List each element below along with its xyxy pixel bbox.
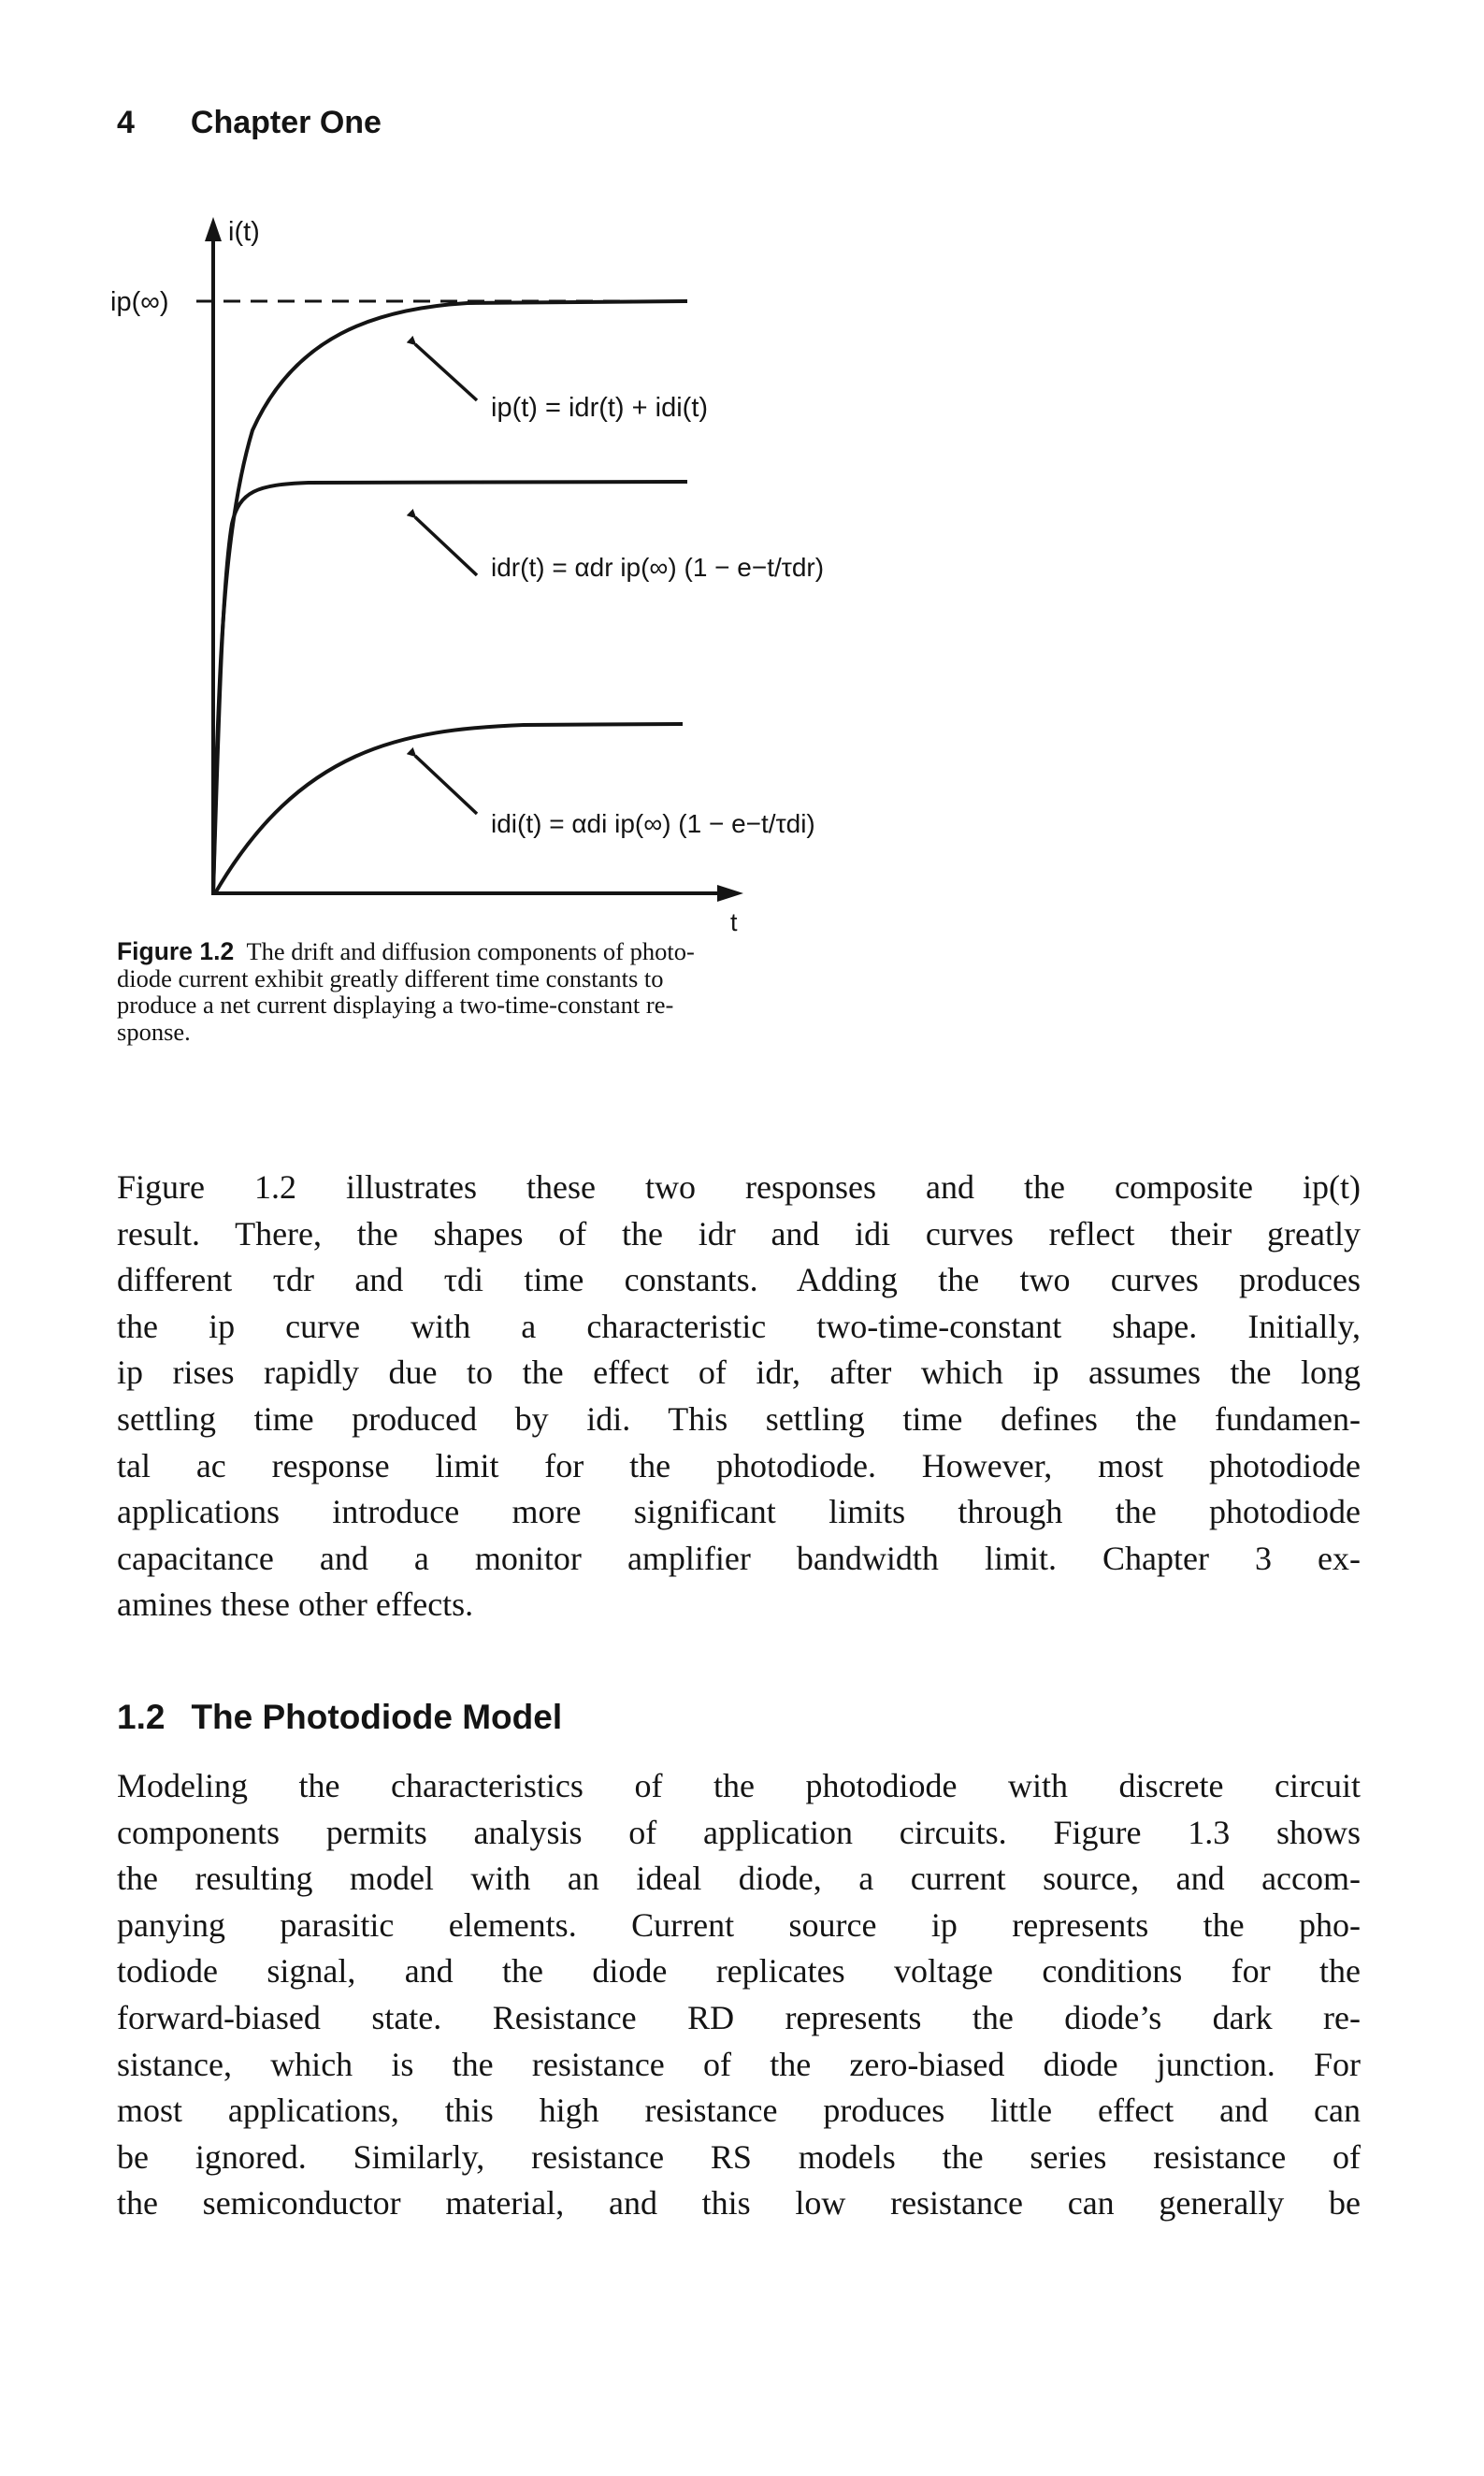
caption-label: Figure 1.2 <box>117 937 235 965</box>
text-line: tal ac response limit for the photodiode. However, most photodiode <box>117 1446 1361 1484</box>
body-paragraph-2 <box>117 1763 1361 2227</box>
text-line: the semiconductor material, and this low resistance can generally be <box>117 2184 1361 2223</box>
text-line: Modeling the characteristics of the photodiode with discrete circuit <box>117 1767 1361 1804</box>
text-line: result. There, the shapes of the idr and idi curves reflect their greatly <box>117 1214 1361 1252</box>
figure-caption <box>117 938 958 1045</box>
section-number: 1.2 <box>117 1698 166 1736</box>
x-axis-arrow <box>717 885 743 902</box>
text-line: forward-biased state. Resistance RD represents the diode’s dark re- <box>117 1998 1361 2036</box>
section-title: The Photodiode Model <box>191 1698 563 1736</box>
asymptote-label: ip(∞) <box>110 287 169 317</box>
text-line: amines these other effects. <box>117 1586 474 1624</box>
figure-1-2 <box>0 0 1484 954</box>
caption-line: diode current exhibit greatly different time constants to <box>117 963 664 992</box>
y-axis-label: i(t) <box>228 217 260 247</box>
caption-line: The drift and diffusion components of photo- <box>246 937 695 965</box>
text-line: the ip curve with a characteristic two-time-constant shape. Initially, <box>117 1307 1361 1345</box>
text-line: the resulting model with an ideal diode, a current source, and accom- <box>117 1860 1361 1898</box>
drift-pointer-arrow <box>415 517 477 575</box>
drift-curve-label: idr(t) = αdr ip(∞) (1 − e−t/τdr) <box>491 553 825 582</box>
total-pointer-arrow <box>415 344 477 400</box>
text-line: ip rises rapidly due to the effect of idr, after which ip assumes the long <box>117 1354 1361 1392</box>
text-line: applications introduce more significant limits through the photodiode <box>117 1493 1361 1531</box>
text-line: components permits analysis of application circuits. Figure 1.3 shows <box>117 1813 1361 1851</box>
text-line: be ignored. Similarly, resistance RS models the series resistance of <box>117 2137 1361 2176</box>
caption-line: sponse. <box>117 1017 191 1046</box>
diffusion-curve-label: idi(t) = αdi ip(∞) (1 − e−t/τdi) <box>491 809 815 838</box>
chapter-title: Chapter One <box>190 105 382 140</box>
diffusion-pointer-arrow <box>415 756 477 814</box>
y-axis-arrow <box>205 217 222 241</box>
text-line: different τdr and τdi time constants. Adding the two curves produces <box>117 1261 1361 1299</box>
text-line: capacitance and a monitor amplifier bandwidth limit. Chapter 3 ex- <box>117 1539 1361 1577</box>
text-line: sistance, which is the resistance of the zero-biased diode junction. For <box>117 2045 1361 2083</box>
body-paragraph-1 <box>117 1165 1361 1629</box>
text-line: panying parasitic elements. Current source ip represents the pho- <box>117 1905 1361 1944</box>
caption-line: produce a net current displaying a two-time-constant re- <box>117 991 674 1019</box>
text-line: todiode signal, and the diode replicates voltage conditions for the <box>117 1952 1361 1991</box>
text-line: most applications, this high resistance produces little effect and can <box>117 2092 1361 2130</box>
total-curve-label: ip(t) = idr(t) + idi(t) <box>491 393 709 423</box>
text-line: Figure 1.2 illustrates these two responses and the composite ip(t) <box>117 1168 1361 1206</box>
section-heading <box>117 1698 562 1737</box>
page-number: 4 <box>117 105 135 140</box>
text-line: settling time produced by idi. This settling time defines the fundamen- <box>117 1399 1361 1438</box>
x-axis-label: t <box>730 908 738 936</box>
